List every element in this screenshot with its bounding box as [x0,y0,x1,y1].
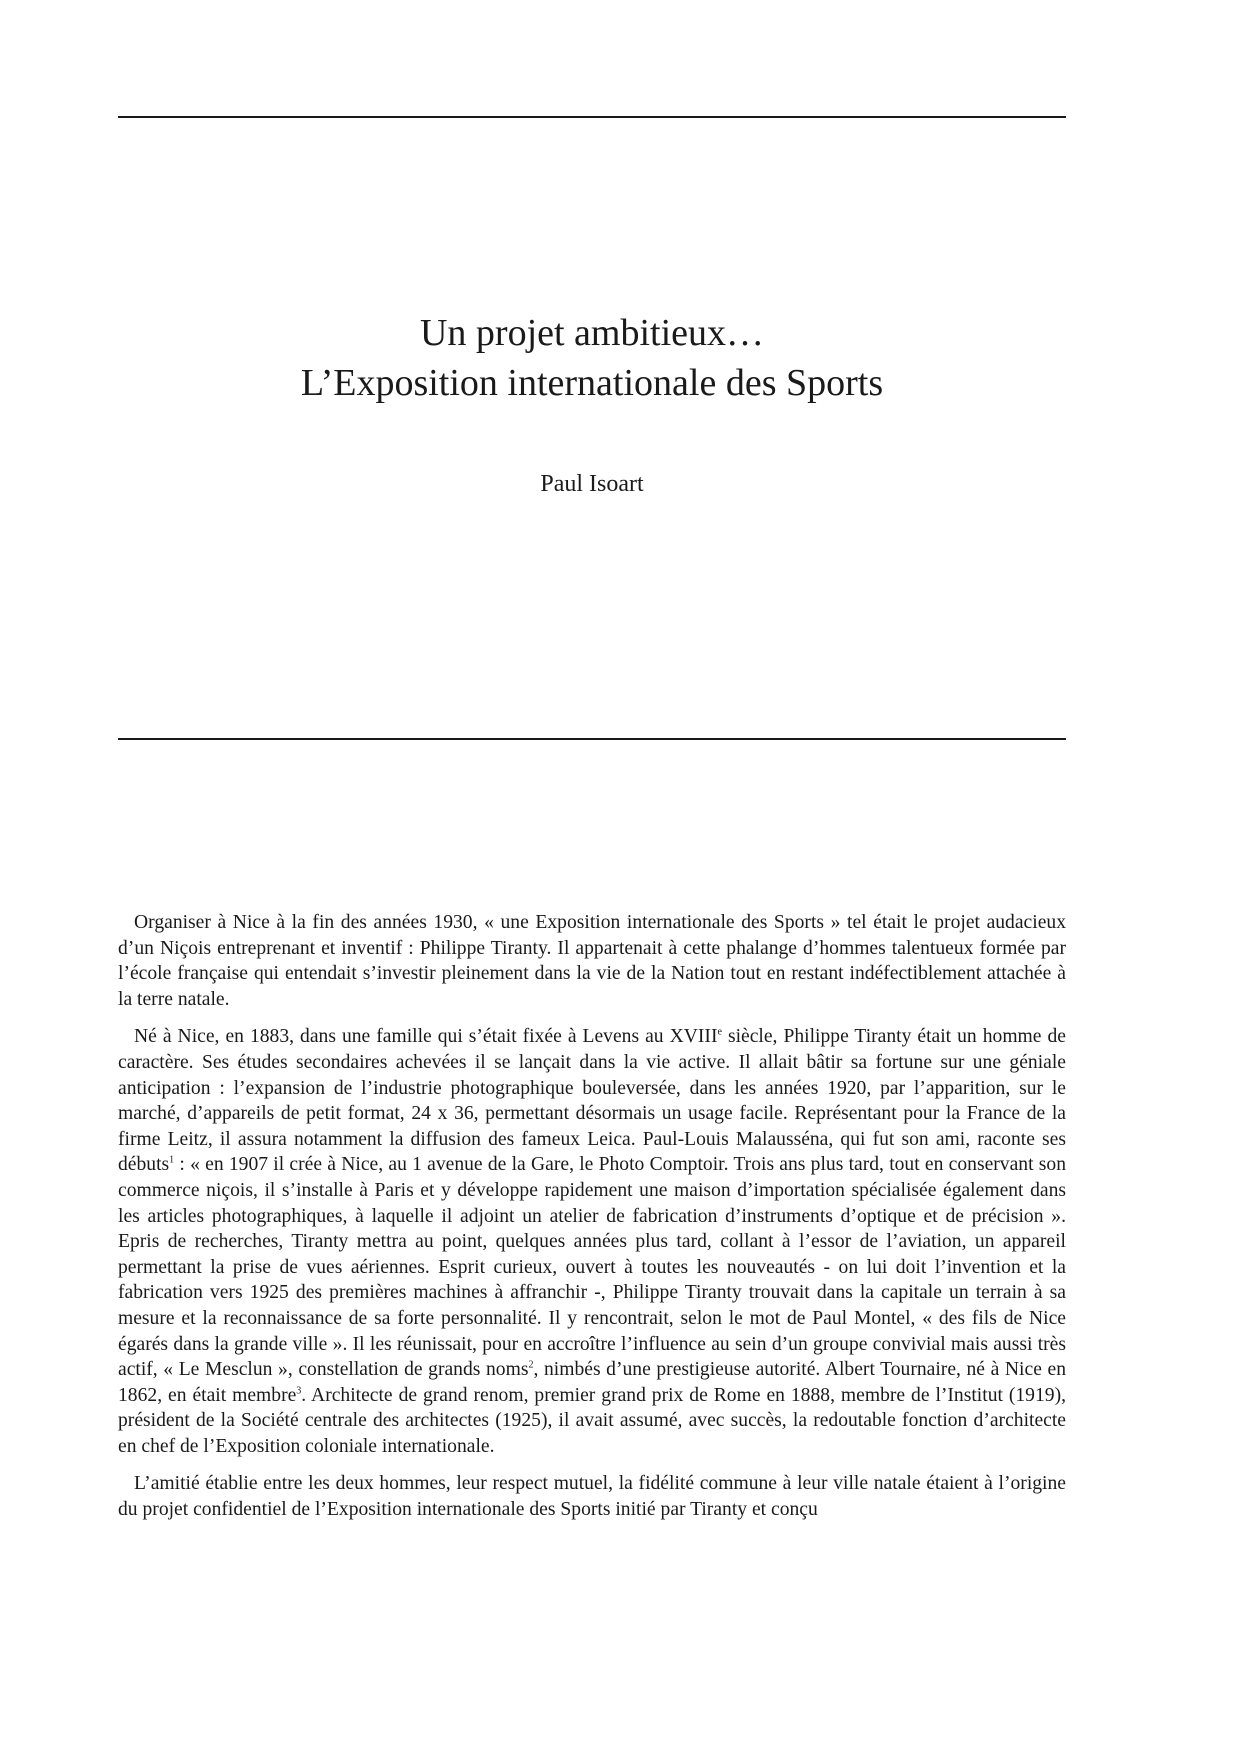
top-rule [118,116,1066,118]
footnote-ref-1[interactable]: 1 [169,1154,175,1166]
bottom-rule [118,738,1066,740]
footnote-ref-2[interactable]: 2 [528,1359,534,1371]
paragraph-2-part-e: . Architecte de grand renom, premier grand prix de Rome en 1888, membre de l’Institut (1919), président de la Société centrale des architectes (1925), il avait assumé, avec succès, la redoutable fonction d’architecte en chef de l’Exposition coloniale internationale. [118,1384,1066,1457]
superscript-e: e [717,1026,722,1038]
footnote-ref-3[interactable]: 3 [296,1385,302,1397]
paragraph-1: Organiser à Nice à la fin des années 1930, « une Exposition internationale des Sports » tel était le projet audacieux d’un Niçois entreprenant et inventif : Philippe Tiranty. Il appartenait à cette phalange d’hommes talentueux formée par l’école française qui entendait s’investir pleinement dans la vie de la Nation tout en restant indéfectiblement attachée à la terre natale. [118,912,1066,1010]
paragraph-2-part-a: Né à Nice, en 1883, dans une famille qui s’était fixée à Levens au XVIII [134,1026,718,1048]
author-name: Paul Isoart [540,471,644,497]
paragraph-2-part-b: siècle, Philippe Tiranty était un homme de caractère. Ses études secondaires achevées il se lançait dans la vie active. Il allait bâtir sa fortune sur une géniale anticipation : l’expansion de l’industrie photographique bouleversée, dans les années 1920, par l’apparition, sur le marché, d’appareils de petit format, 24 x 36, permettant désormais un usage facile. Représentant pour la France de la firme Leitz, il assura notamment la diffusion des fameux Leica. Paul-Louis Malausséna, qui fut son ami, raconte ses débuts [118,1026,1066,1176]
article-body [118,910,1066,1523]
article-title [118,308,1066,408]
title-line-2: L’Exposition internationale des Sports [300,362,884,404]
paragraph-3: L’amitié établie entre les deux hommes, leur respect mutuel, la fidélité commune à leur ville natale étaient à l’origine du projet confidentiel de l’Exposition internationale des Sports initié par Tiranty et conçu [118,1473,1066,1521]
paragraph-2-part-c: : « en 1907 il crée à Nice, au 1 avenue de la Gare, le Photo Comptoir. Trois ans plus tard, tout en conservant son commerce niçois, il s’installe à Paris et y développe rapidement une maison d’importation spécialisée également dans les articles photographiques, à laquelle il adjoint un atelier de fabrication d’instruments d’optique et de précision ». Epris de recherches, Tiranty mettra au point, quelques années plus tard, collant à l’essor de l’aviation, un appareil permettant la prise de vues aériennes. Esprit curieux, ouvert à toutes les nouveautés - on lui doit l’invention et la fabrication vers 1925 des premières machines à affranchir -, Philippe Tiranty trouvait dans la capitale un terrain à sa mesure et la reconnaissance de sa forte personnalité. Il y rencontrait, selon le mot de Paul Montel, « des fils de Nice égarés dans la grande ville ». Il les réunissait, pour en accroître l’influence au sein d’un groupe convivial mais aussi très actif, « Le Mesclun », constellation de grands noms [118,1154,1066,1381]
title-line-1: Un projet ambitieux… [419,312,765,354]
paragraph-2-part-d: , nimbés d’une prestigieuse autorité. Albert Tournaire, né à Nice en 1862, en était membre [118,1359,1066,1406]
paragraph-2 [118,1024,1066,1459]
